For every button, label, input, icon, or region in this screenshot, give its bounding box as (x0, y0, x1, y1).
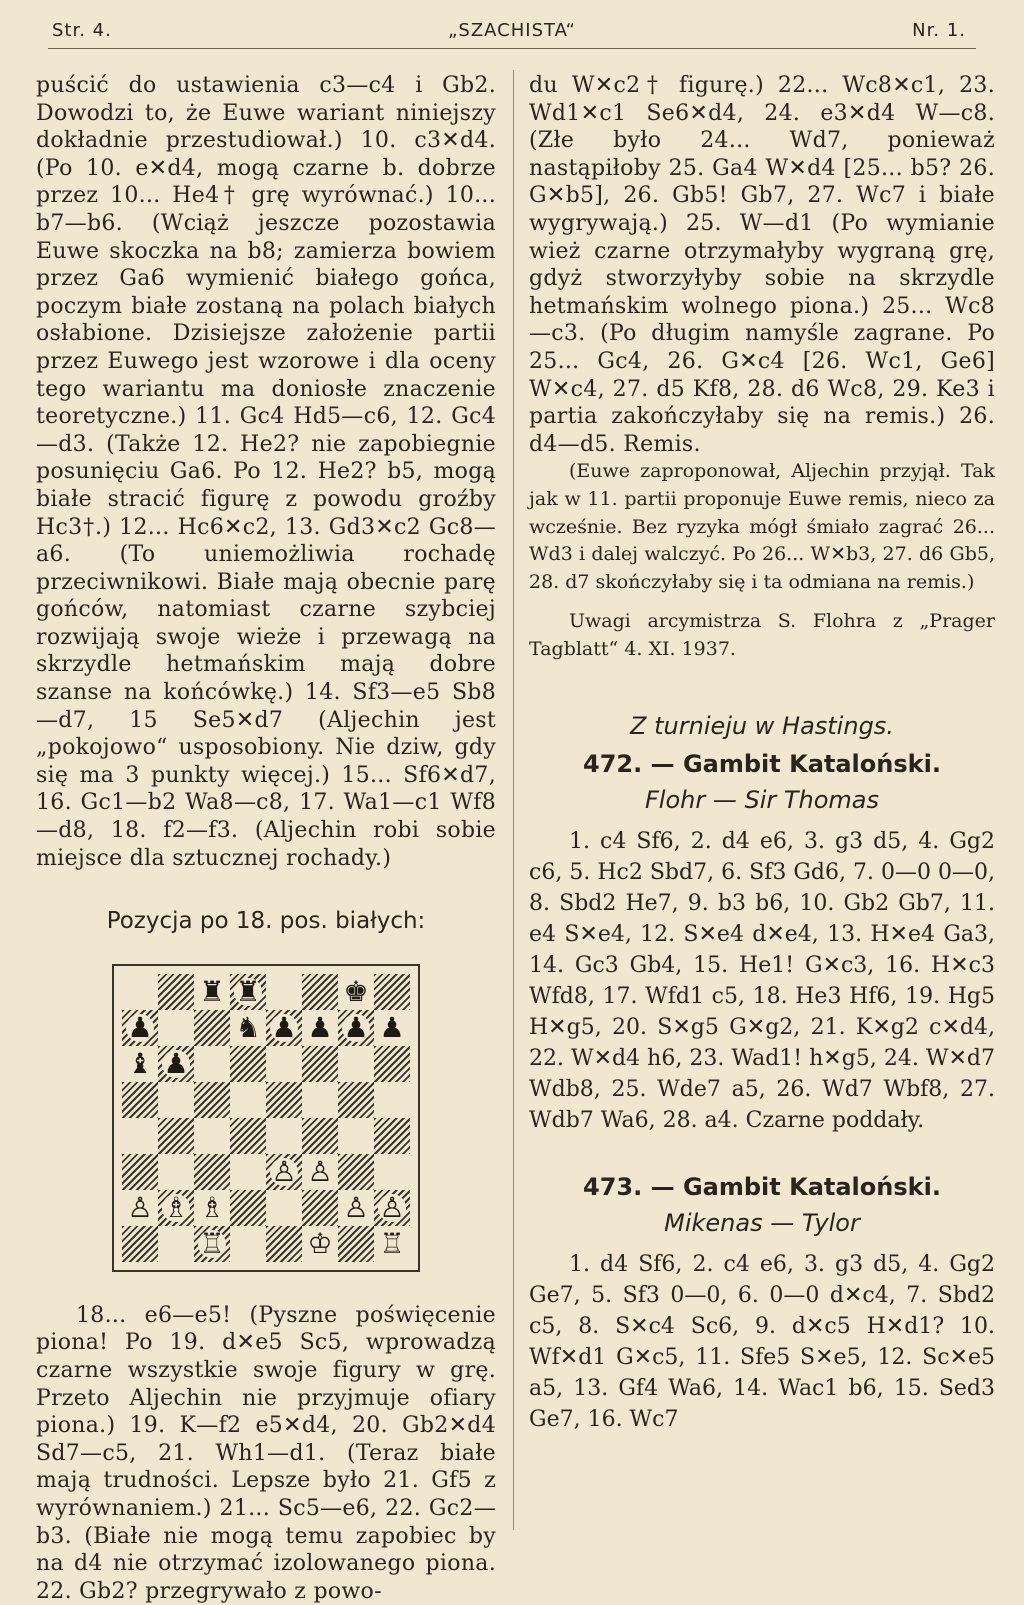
square-f4 (302, 1118, 338, 1154)
chess-piece: ♚ (343, 974, 369, 1008)
chess-piece: ♟ (271, 1010, 297, 1044)
square-c7 (194, 1010, 230, 1046)
square-g8 (338, 974, 374, 1010)
square-e3 (266, 1154, 302, 1190)
game-472-title: 472. — Gambit Kataloński. (583, 750, 941, 779)
square-a5 (122, 1082, 158, 1118)
square-e5 (266, 1082, 302, 1118)
square-e6 (266, 1046, 302, 1082)
chess-diagram (112, 964, 420, 1272)
chess-piece: ♟ (379, 1010, 405, 1044)
square-e4 (266, 1118, 302, 1154)
annotation-text-4: (Euwe zaproponował, Aljechin przyjął. Tak jak w 11. partii proponuje Euwe remis, nieco za wcześnie. Bez ryzyka mógł śmiało zagrać 26... Wd3 i dalej walczyć. Po 26... W✕b3, 27. d6 Gb5, 28. d7 skończyłaby się i ta odmiana na remis.) (529, 460, 995, 593)
game-473-moves: 1. d4 Sf6, 2. c4 e6, 3. g3 d5, 4. Gg2 Ge7, 5. Sf3 0—0, 6. 0—0 d✕c4, 7. Sbd2 c5, 8. S✕c4 Sc6, 9. d✕c5 H✕d1? 10. Wf✕d1 G✕c5, 11. Sfe5 S✕e5, 12. Sc✕e5 a5, 13. Gf4 Wa6, 14. Wac1 b6, 15. Sed3 Ge7, 16. Wc7 (529, 1252, 995, 1433)
square-h6 (374, 1046, 410, 1082)
square-a7 (122, 1010, 158, 1046)
column-divider (513, 70, 514, 1530)
square-a1 (122, 1226, 158, 1262)
chess-piece: ♙ (127, 1190, 153, 1224)
chess-piece: ♜ (199, 974, 225, 1008)
chess-piece: ♟ (307, 1010, 333, 1044)
section-title: Z turnieju w Hastings. (630, 712, 894, 741)
game-473-players: Mikenas — Tylor (664, 1208, 860, 1237)
square-g1 (338, 1226, 374, 1262)
annotation-text-1: puścić do ustawienia c3—c4 i Gb2. Dowodzi to, że Euwe wariant niniejszy dokładnie przestudiował.) 10. c3✕d4. (Po 10. e✕d4, mogą czarne b. dobrze przez 10... He4† grę wyrównać.) 10... b7—b6. (Wciąż jeszcze pozostawia Euwe skoczka na b8; zamierza bowiem przez Ga6 wymienić białego gońca, poczym białe zostaną na polach białych osłabione. Dzisiejsze założenie partii przez Euwego jest wzorowe i dla oceny tego wariantu ma doniosłe znaczenie teoretyczne.) 11. Gc4 Hd5—c6, 12. Gc4—d3. (Także 12. He2? nie zapobiegnie posunięciu Ga6. Po 12. He2? b5, mogą białe stracić figurę z powodu groźby Hc3†.) 12... Hc6✕c2, 13. Gd3✕c2 Gc8—a6. (To uniemożliwia rochadę przeciwnikowi. Białe mają obecnie parę gońców, natomiast czarne szybciej rozwijają swoje wieże i przewagą na skrzydle hetmańskim mają dobre szanse na końcówkę.) 14. Sf3—e5 Sb8—d7, 15 Se5✕d7 (Aljechin jest „pokojowo“ usposobiony. Nie dziw, gdy się ma 3 punkty więcej.) 15... Sf6✕d7, 16. Gc1—b2 Wa8—c8, 17. Wa1—c1 Wf8—d8, 18. f2—f3. (Aljechin robi sobie miejsce dla sztucznej rochady.) (36, 73, 496, 871)
game-472-moves: 1. c4 Sf6, 2. d4 e6, 3. g3 d5, 4. Gg2 c6, 5. Hc2 Sbd7, 6. Sf3 Gd6, 7. 0—0 0—0, 8. Sbd2 He7, 9. b3 b6, 10. Gb2 Gb7, 11. e4 S✕e4, 12. S✕e4 d✕e4, 13. H✕e4 Ga3, 14. Gc3 Gb4, 15. He1! G✕c3, 16. H✕c3 Wfd8, 17. Wfd1 c5, 18. He3 Hf6, 19. Hg5 H✕g5, 20. S✕g5 G✕g2, 21. K✕g2 c✕d4, 22. W✕d4 h6, 23. Wad1! h✕g5, 24. W✕d7 Wdb8, 25. Wde7 a5, 26. Wd7 Wbf8, 27. Wdb7 Wa6, 28. a4. Czarne poddały. (529, 829, 995, 1134)
square-b3 (158, 1154, 194, 1190)
square-f1 (302, 1226, 338, 1262)
square-f7 (302, 1010, 338, 1046)
square-f2 (302, 1190, 338, 1226)
left-column (36, 72, 496, 1605)
square-g3 (338, 1154, 374, 1190)
square-d3 (230, 1154, 266, 1190)
chess-piece: ♞ (235, 1010, 261, 1044)
square-c2 (194, 1190, 230, 1226)
square-d7 (230, 1010, 266, 1046)
square-c5 (194, 1082, 230, 1118)
square-g4 (338, 1118, 374, 1154)
source-note: Uwagi arcymistrza S. Flohra z „Prager Tagblatt“ 4. XI. 1937. (529, 610, 995, 660)
square-h4 (374, 1118, 410, 1154)
square-e2 (266, 1190, 302, 1226)
square-b5 (158, 1082, 194, 1118)
square-c3 (194, 1154, 230, 1190)
square-h8 (374, 974, 410, 1010)
running-header (48, 16, 976, 49)
square-e1 (266, 1226, 302, 1262)
square-h7 (374, 1010, 410, 1046)
issue-number: Nr. 1. (912, 20, 966, 41)
square-d2 (230, 1190, 266, 1226)
square-b8 (158, 974, 194, 1010)
chess-piece: ♖ (379, 1226, 405, 1260)
right-column (529, 72, 995, 1435)
chess-piece: ♗ (163, 1190, 189, 1224)
square-d5 (230, 1082, 266, 1118)
game-473-title: 473. — Gambit Kataloński. (583, 1173, 941, 1202)
square-e8 (266, 974, 302, 1010)
square-a8 (122, 974, 158, 1010)
square-g5 (338, 1082, 374, 1118)
square-f5 (302, 1082, 338, 1118)
square-d4 (230, 1118, 266, 1154)
chess-piece: ♟ (163, 1046, 189, 1080)
square-b6 (158, 1046, 194, 1082)
square-f3 (302, 1154, 338, 1190)
square-c6 (194, 1046, 230, 1082)
square-d1 (230, 1226, 266, 1262)
square-b2 (158, 1190, 194, 1226)
journal-title: „SZACHISTA“ (448, 20, 576, 41)
square-b1 (158, 1226, 194, 1262)
position-caption: Pozycja po 18. pos. białych: (106, 908, 426, 935)
chess-piece: ♙ (379, 1190, 405, 1224)
square-d8 (230, 974, 266, 1010)
chess-piece: ♙ (271, 1154, 297, 1188)
chess-piece: ♜ (235, 974, 261, 1008)
square-d6 (230, 1046, 266, 1082)
chess-piece: ♗ (199, 1190, 225, 1224)
square-c4 (194, 1118, 230, 1154)
square-g7 (338, 1010, 374, 1046)
square-b7 (158, 1010, 194, 1046)
chess-piece: ♟ (127, 1010, 153, 1044)
game-472-players: Flohr — Sir Thomas (644, 785, 880, 814)
square-a3 (122, 1154, 158, 1190)
annotation-text-2: 18... e6—e5! (Pyszne poświęcenie piona! Po 19. d✕e5 Sc5, wprowadzą czarne wszystkie swoje figury w grę. Przeto Aljechin nie przyjmuje ofiary piona.) 19. K—f2 e5✕d4, 20. Gb2✕d4 Sd7—c5, 21. Wh1—d1. (Teraz białe mają trudności. Lepsze było 21. Gf5 z wyrównaniem.) 21... Sc5—e6, 22. Gc2—b3. (Białe nie mogą temu zapobiec by na d4 nie otrzymać izolowanego piona. 22. Gb2? przegrywało z powo- (36, 1302, 496, 1604)
square-f8 (302, 974, 338, 1010)
chess-piece: ♟ (343, 1010, 369, 1044)
chess-piece: ♖ (199, 1226, 225, 1260)
square-h3 (374, 1154, 410, 1190)
square-a6 (122, 1046, 158, 1082)
square-h1 (374, 1226, 410, 1262)
chess-piece: ♝ (127, 1046, 153, 1080)
square-g6 (338, 1046, 374, 1082)
square-a4 (122, 1118, 158, 1154)
chess-piece: ♔ (307, 1226, 333, 1260)
square-g2 (338, 1190, 374, 1226)
square-f6 (302, 1046, 338, 1082)
square-h2 (374, 1190, 410, 1226)
annotation-text-3: du W✕c2† figurę.) 22... Wc8✕c1, 23. Wd1✕c1 Se6✕d4, 24. e3✕d4 W—c8. (Złe było 24... Wd7, ponieważ nastąpiłoby 25. Ga4 W✕d4 [25... b5? 26. G✕b5], 26. Gb5! Gb7, 27. Wc7 i białe wygrywają.) 25. W—d1 (Po wymianie wież czarne otrzymałyby wygraną grę, gdyż stworzyłyby sobie na skrzydle hetmańskim wolnego piona.) 25... Wc8—c3. (Po długim namyśle zagrane. Po 25... Gc4, 26. G✕c4 [26. Wc1, Ge6] W✕c4, 27. d5 Kf8, 28. d6 Wc8, 29. Ke3 i partia zakończyłaby się na remis.) 26. d4—d5. Remis. (529, 73, 995, 457)
square-e7 (266, 1010, 302, 1046)
square-c1 (194, 1226, 230, 1262)
chess-piece: ♙ (343, 1190, 369, 1224)
square-h5 (374, 1082, 410, 1118)
square-b4 (158, 1118, 194, 1154)
square-c8 (194, 974, 230, 1010)
chess-piece: ♙ (307, 1154, 333, 1188)
square-a2 (122, 1190, 158, 1226)
page-number: Str. 4. (52, 20, 112, 41)
